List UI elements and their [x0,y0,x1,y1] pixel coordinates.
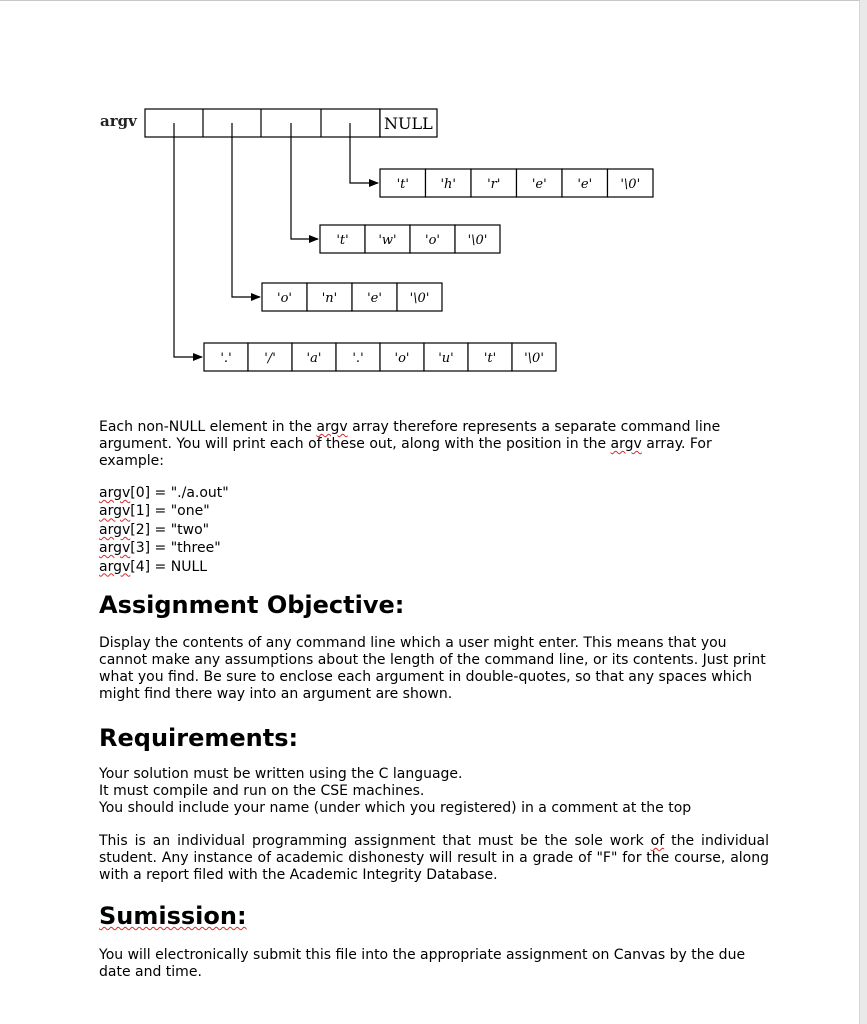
char-cell-value: 'n' [321,291,338,306]
objective-heading: Assignment Objective: [99,591,405,620]
example-line: argv[1] = "one" [99,503,210,520]
integrity-paragraph: This is an individual programming assignment that must be the sole work of the individual student. Any instance of academic dishonesty will result in a grade of "F" for the course, along with a report filed with the Academic Integrity Database. [99,833,770,884]
string-row-three [380,169,653,197]
submission-text: You will electronically submit this file into the appropriate assignment on Canvas by the due date and time. [99,947,746,981]
char-cell-value: 't' [483,351,497,366]
char-cell-value: '\0' [524,351,544,366]
char-cell-value: 'e' [531,177,547,192]
argv-label: argv [100,112,137,130]
string-row-one [262,283,442,311]
flagged-word: of [650,833,665,850]
requirement-line: Your solution must be written using the C language. [99,766,463,783]
char-cell-value: '\0' [620,177,641,192]
objective-text: Display the contents of any command line which a user might enter. This means that you cannot make any assumptions about the length of the command line, or its contents. Just print what you find. Be sure to enclose each argument in double-quotes, so that any spaces which might find there way into an argument are shown. [99,635,766,703]
char-cell-value: '/' [264,351,276,366]
char-cell-value: 'r' [487,177,501,192]
intro-paragraph: Each non-NULL element in the argv array therefore represents a separate command line argument. You will print each of these out, along with the position in the argv array. For example: [99,419,721,469]
char-cell-value: '\0' [409,291,430,306]
requirements-list [99,766,769,817]
requirements-heading: Requirements: [99,724,299,753]
requirement-line: You should include your name (under which you registered) in a comment at the top [99,800,692,817]
char-cell-value: 'h' [440,177,457,192]
char-cell-value: '.' [352,351,364,366]
char-cell-value: 't' [396,177,409,192]
argv-diagram [95,101,655,381]
char-cell-value: 'e' [367,291,382,306]
char-cell-value: '.' [220,351,232,366]
argv-term: argv [316,419,348,435]
char-cell-value: 'o' [394,351,410,366]
char-cell-value: 'o' [277,291,292,306]
char-cell-value: 'w' [378,233,397,248]
string-row-program [204,343,556,371]
document-body [99,419,769,981]
char-cell-value: 'e' [577,177,593,192]
requirement-line: It must compile and run on the CSE machines. [99,783,425,800]
char-cell-value: 'a' [306,351,322,366]
char-cell-value: 'u' [438,351,454,366]
char-cell-value: '\0' [467,233,488,248]
string-row-two [320,225,500,253]
null-cell-label: NULL [384,114,433,133]
example-line: argv[2] = "two" [99,521,210,538]
example-line: argv[0] = "./a.out" [99,485,229,501]
argv-term: argv [610,436,642,452]
char-cell-value: 't' [336,233,349,248]
example-line: argv[4] = NULL [99,558,208,575]
argv-example-list [99,484,769,576]
submission-heading: Sumission: [99,902,247,931]
example-line: argv[3] = "three" [99,540,221,557]
char-cell-value: 'o' [425,233,440,248]
